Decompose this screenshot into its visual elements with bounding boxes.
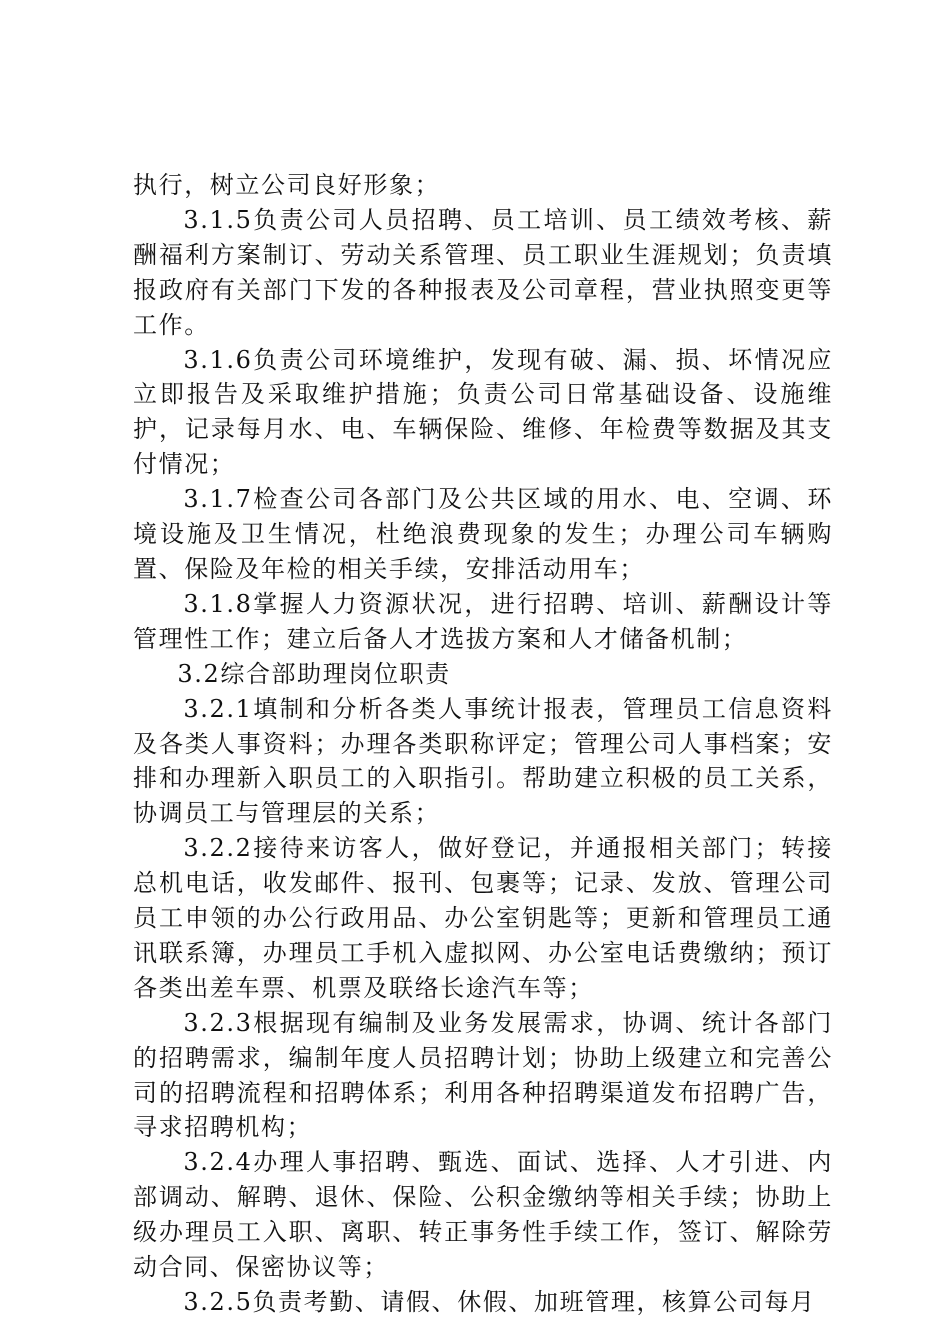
section-heading-3-2: 3.2综合部助理岗位职责 [177,659,451,688]
paragraph-3-1-7: 3.1.7检查公司各部门及公共区域的用水、电、空调、环境设施及卫生情况，杜绝浪费现象的发生；办理公司车辆购置、保险及年检的相关手续，安排活动用车； [133,485,833,583]
paragraph-3-2-3: 3.2.3根据现有编制及业务发展需求，协调、统计各部门的招聘需求，编制年度人员招聘计划；协助上级建立和完善公司的招聘流程和招聘体系；利用各种招聘渠道发布招聘广告，寻求招聘机构； [133,1008,833,1142]
paragraph-3-2-1: 3.2.1填制和分析各类人事统计报表，管理员工信息资料及各类人事资料；办理各类职称评定；管理公司人事档案；安排和办理新入职员工的入职指引。帮助建立积极的员工关系，协调员工与管理层的关系； [133,694,833,828]
paragraph-continuation: 执行，树立公司良好形象； [133,171,441,199]
paragraph-3-1-5: 3.1.5负责公司人员招聘、员工培训、员工绩效考核、薪酬福利方案制订、劳动关系管理、员工职业生涯规划；负责填报政府有关部门下发的各种报表及公司章程，营业执照变更等工作。 [133,205,833,339]
paragraph-3-2-2: 3.2.2接待来访客人，做好登记，并通报相关部门；转接总机电话，收发邮件、报刊、包裹等；记录、发放、管理公司员工申领的办公行政用品、办公室钥匙等；更新和管理员工通讯联系簿，办理员工手机入虚拟网、办公室电话费缴纳；预订各类出差车票、机票及联络长途汽车等； [133,834,833,1002]
paragraph-3-2-5: 3.2.5负责考勤、请假、休假、加班管理，核算公司每月 [183,1288,816,1316]
document-body [133,168,833,1320]
paragraph-3-1-6: 3.1.6负责公司环境维护，发现有破、漏、损、坏情况应立即报告及采取维护措施；负责公司日常基础设备、设施维护，记录每月水、电、车辆保险、维修、年检费等数据及其支付情况； [133,345,833,479]
paragraph-3-1-8: 3.1.8掌握人力资源状况，进行招聘、培训、薪酬设计等管理性工作；建立后备人才选拔方案和人才储备机制； [133,589,833,653]
paragraph-3-2-4: 3.2.4办理人事招聘、甄选、面试、选择、人才引进、内部调动、解聘、退休、保险、公积金缴纳等相关手续；协助上级办理员工入职、离职、转正事务性手续工作，签订、解除劳动合同、保密协议等； [133,1148,833,1282]
